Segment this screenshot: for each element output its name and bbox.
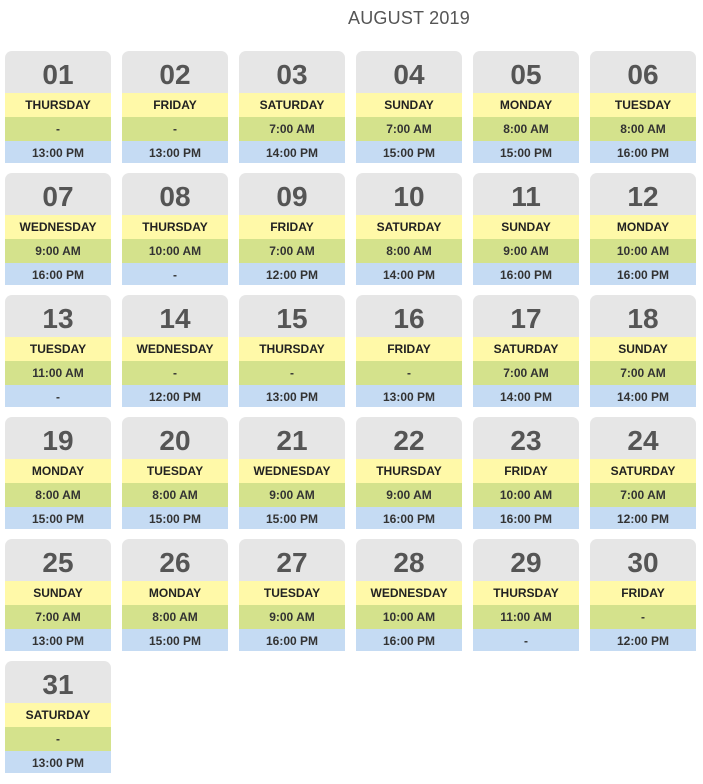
day-number: 15	[239, 295, 345, 337]
day-weekday: FRIDAY	[239, 215, 345, 239]
day-end-time: 12:00 PM	[122, 385, 228, 407]
day-card	[5, 173, 111, 285]
day-number: 11	[473, 173, 579, 215]
day-start-time: 10:00 AM	[356, 605, 462, 629]
day-card	[5, 539, 111, 651]
day-weekday: MONDAY	[5, 459, 111, 483]
day-end-time: -	[473, 629, 579, 651]
day-end-time: 15:00 PM	[122, 629, 228, 651]
day-number: 16	[356, 295, 462, 337]
day-card	[473, 417, 579, 529]
day-end-time: 13:00 PM	[5, 629, 111, 651]
day-number: 27	[239, 539, 345, 581]
day-end-time: 16:00 PM	[473, 263, 579, 285]
day-weekday: THURSDAY	[356, 459, 462, 483]
day-end-time: 14:00 PM	[239, 141, 345, 163]
day-end-time: 16:00 PM	[239, 629, 345, 651]
day-card	[122, 539, 228, 651]
day-weekday: THURSDAY	[473, 581, 579, 605]
day-card	[473, 173, 579, 285]
day-end-time: 13:00 PM	[356, 385, 462, 407]
day-number: 29	[473, 539, 579, 581]
day-number: 24	[590, 417, 696, 459]
day-start-time: 7:00 AM	[590, 361, 696, 385]
day-start-time: 8:00 AM	[5, 483, 111, 507]
day-number: 20	[122, 417, 228, 459]
day-card	[239, 173, 345, 285]
day-card	[122, 51, 228, 163]
day-card	[473, 295, 579, 407]
day-card	[356, 295, 462, 407]
day-end-time: 15:00 PM	[356, 141, 462, 163]
day-card	[239, 417, 345, 529]
day-number: 13	[5, 295, 111, 337]
day-start-time: 8:00 AM	[356, 239, 462, 263]
day-end-time: -	[5, 385, 111, 407]
day-end-time: 13:00 PM	[5, 751, 111, 773]
day-end-time: 14:00 PM	[356, 263, 462, 285]
day-end-time: 15:00 PM	[122, 507, 228, 529]
day-weekday: MONDAY	[122, 581, 228, 605]
day-number: 14	[122, 295, 228, 337]
day-card	[239, 51, 345, 163]
day-weekday: SUNDAY	[590, 337, 696, 361]
day-card	[590, 173, 696, 285]
day-card	[239, 295, 345, 407]
day-number: 18	[590, 295, 696, 337]
day-start-time: 9:00 AM	[473, 239, 579, 263]
day-weekday: THURSDAY	[122, 215, 228, 239]
day-number: 25	[5, 539, 111, 581]
month-title: AUGUST 2019	[348, 8, 470, 28]
day-number: 28	[356, 539, 462, 581]
day-start-time: 9:00 AM	[239, 605, 345, 629]
day-number: 06	[590, 51, 696, 93]
day-weekday: TUESDAY	[239, 581, 345, 605]
day-start-time: 7:00 AM	[590, 483, 696, 507]
day-number: 19	[5, 417, 111, 459]
day-card	[590, 295, 696, 407]
day-weekday: FRIDAY	[473, 459, 579, 483]
day-card	[590, 51, 696, 163]
day-start-time: 8:00 AM	[473, 117, 579, 141]
day-weekday: TUESDAY	[122, 459, 228, 483]
day-weekday: SATURDAY	[5, 703, 111, 727]
day-weekday: SUNDAY	[356, 93, 462, 117]
day-card	[356, 539, 462, 651]
day-weekday: WEDNESDAY	[356, 581, 462, 605]
day-weekday: SATURDAY	[473, 337, 579, 361]
day-end-time: 13:00 PM	[239, 385, 345, 407]
day-start-time: -	[239, 361, 345, 385]
day-card	[122, 295, 228, 407]
day-end-time: 16:00 PM	[590, 263, 696, 285]
day-card	[590, 417, 696, 529]
day-number: 30	[590, 539, 696, 581]
day-weekday: SATURDAY	[356, 215, 462, 239]
day-card	[5, 51, 111, 163]
day-number: 01	[5, 51, 111, 93]
day-weekday: FRIDAY	[356, 337, 462, 361]
day-start-time: 10:00 AM	[122, 239, 228, 263]
day-end-time: 16:00 PM	[356, 507, 462, 529]
day-end-time: 16:00 PM	[5, 263, 111, 285]
day-number: 12	[590, 173, 696, 215]
day-start-time: 9:00 AM	[356, 483, 462, 507]
day-card	[239, 539, 345, 651]
calendar-grid	[5, 51, 703, 773]
day-end-time: 12:00 PM	[590, 629, 696, 651]
day-number: 26	[122, 539, 228, 581]
day-number: 09	[239, 173, 345, 215]
day-start-time: -	[5, 117, 111, 141]
day-weekday: SUNDAY	[5, 581, 111, 605]
day-start-time: 9:00 AM	[239, 483, 345, 507]
day-weekday: MONDAY	[590, 215, 696, 239]
day-card	[5, 661, 111, 773]
day-number: 23	[473, 417, 579, 459]
day-card	[122, 417, 228, 529]
day-end-time: 13:00 PM	[5, 141, 111, 163]
day-card	[356, 51, 462, 163]
day-start-time: 9:00 AM	[5, 239, 111, 263]
day-weekday: FRIDAY	[590, 581, 696, 605]
day-end-time: 13:00 PM	[122, 141, 228, 163]
day-number: 31	[5, 661, 111, 703]
day-card	[473, 51, 579, 163]
day-number: 22	[356, 417, 462, 459]
day-end-time: 12:00 PM	[590, 507, 696, 529]
day-start-time: -	[356, 361, 462, 385]
day-number: 17	[473, 295, 579, 337]
day-start-time: 8:00 AM	[590, 117, 696, 141]
day-card	[5, 417, 111, 529]
day-number: 03	[239, 51, 345, 93]
day-start-time: 7:00 AM	[356, 117, 462, 141]
day-end-time: 15:00 PM	[5, 507, 111, 529]
day-start-time: 7:00 AM	[239, 239, 345, 263]
day-card	[122, 173, 228, 285]
day-weekday: TUESDAY	[590, 93, 696, 117]
day-card	[590, 539, 696, 651]
day-weekday: SATURDAY	[239, 93, 345, 117]
day-number: 21	[239, 417, 345, 459]
day-card	[5, 295, 111, 407]
day-end-time: 14:00 PM	[590, 385, 696, 407]
day-end-time: 15:00 PM	[239, 507, 345, 529]
day-card	[473, 539, 579, 651]
day-start-time: 7:00 AM	[5, 605, 111, 629]
day-weekday: THURSDAY	[5, 93, 111, 117]
day-start-time: 7:00 AM	[473, 361, 579, 385]
day-start-time: 11:00 AM	[5, 361, 111, 385]
day-weekday: MONDAY	[473, 93, 579, 117]
day-end-time: 15:00 PM	[473, 141, 579, 163]
day-start-time: 11:00 AM	[473, 605, 579, 629]
day-start-time: -	[590, 605, 696, 629]
day-start-time: -	[122, 117, 228, 141]
day-end-time: 14:00 PM	[473, 385, 579, 407]
day-start-time: -	[5, 727, 111, 751]
day-start-time: -	[122, 361, 228, 385]
day-weekday: SUNDAY	[473, 215, 579, 239]
day-number: 08	[122, 173, 228, 215]
day-weekday: THURSDAY	[239, 337, 345, 361]
day-start-time: 10:00 AM	[473, 483, 579, 507]
day-start-time: 10:00 AM	[590, 239, 696, 263]
day-start-time: 8:00 AM	[122, 605, 228, 629]
day-number: 05	[473, 51, 579, 93]
day-weekday: SATURDAY	[590, 459, 696, 483]
day-weekday: WEDNESDAY	[122, 337, 228, 361]
day-weekday: FRIDAY	[122, 93, 228, 117]
day-weekday: WEDNESDAY	[239, 459, 345, 483]
day-end-time: 16:00 PM	[356, 629, 462, 651]
day-end-time: 16:00 PM	[473, 507, 579, 529]
day-card	[356, 173, 462, 285]
day-card	[356, 417, 462, 529]
day-start-time: 8:00 AM	[122, 483, 228, 507]
day-number: 10	[356, 173, 462, 215]
day-weekday: WEDNESDAY	[5, 215, 111, 239]
day-number: 02	[122, 51, 228, 93]
day-end-time: -	[122, 263, 228, 285]
day-end-time: 12:00 PM	[239, 263, 345, 285]
day-start-time: 7:00 AM	[239, 117, 345, 141]
day-number: 04	[356, 51, 462, 93]
day-weekday: TUESDAY	[5, 337, 111, 361]
day-number: 07	[5, 173, 111, 215]
day-end-time: 16:00 PM	[590, 141, 696, 163]
